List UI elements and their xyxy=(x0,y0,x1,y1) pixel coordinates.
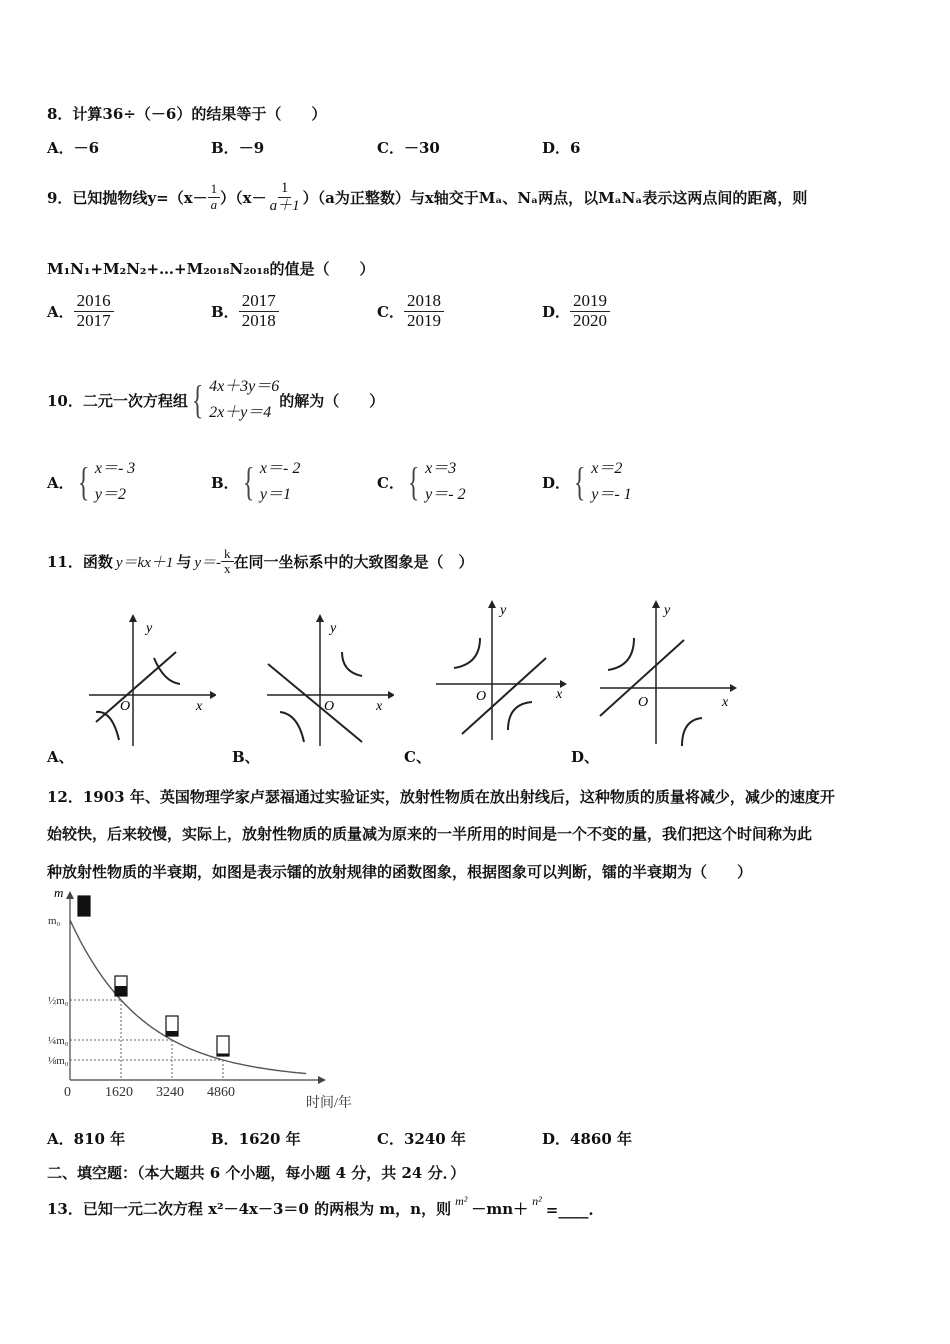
q10-option-d: D． { x＝2 y＝- 1 xyxy=(542,459,632,504)
svg-text:O: O xyxy=(324,699,335,714)
q12-option-a: A．810 年 xyxy=(47,1130,126,1148)
q10-option-b: B． { x＝- 2 y＝1 xyxy=(211,459,301,504)
y-tick-label-3: ⅛m₀ xyxy=(48,1055,69,1067)
sample-fill-2 xyxy=(166,1031,178,1036)
q9-frac2: $\frac{1}{a+1}$ xyxy=(269,180,300,214)
x-tick-label-2: 3240 xyxy=(156,1085,184,1100)
q9-option-a: A． $\frac{2016}{2017}$ xyxy=(47,292,114,330)
svg-text:y: y xyxy=(146,621,153,636)
svg-text:x: x xyxy=(722,695,729,710)
q9-option-b: B． $\frac{2017}{2018}$ xyxy=(211,292,279,330)
q11-graph-d xyxy=(598,598,740,748)
q12-option-c: C．3240 年 xyxy=(377,1130,466,1148)
svg-text:O: O xyxy=(638,695,649,710)
q11-stem: 11．函数 y＝kx＋1 与 y＝- $\frac{k}{x}$ 在同一坐标系中的大致图象是（ ） xyxy=(47,546,474,577)
sample-box-3 xyxy=(217,1036,229,1056)
q11-graph-a xyxy=(84,612,216,748)
chart-x-label: 时间/年 xyxy=(306,1096,352,1111)
q11-option-a-label: A、 xyxy=(47,748,74,766)
sample-fill-1 xyxy=(115,986,127,996)
svg-text:y: y xyxy=(500,603,507,618)
y-tick-label-0: m₀ xyxy=(48,915,61,927)
svg-text:y: y xyxy=(330,621,337,636)
svg-text:O: O xyxy=(476,689,487,704)
q8-stem: 8．计算36÷（－6）的结果等于（ ） xyxy=(47,105,327,123)
chart-y-label: m xyxy=(54,885,64,900)
q8-option-d: D．6 xyxy=(542,139,581,157)
q9-stem: 9．已知抛物线y=（x－ $\frac{1}{a}$ ）（x－ $\frac{1}{a+1}$ ）（a为正整数）与x轴交于Mₐ、Nₐ两点，以MₐNₐ表示这两点间的距离，则 xyxy=(47,180,808,214)
chart-x-axis-arrow xyxy=(318,1076,326,1084)
y-tick-label-1: ½m₀ xyxy=(48,995,69,1007)
q13-stem: 13．已知一元二次方程 x²－4x－3＝0 的两根为 m，n，则 m² －mn＋ n² =____. xyxy=(47,1194,594,1219)
sample-fill-0 xyxy=(78,896,90,916)
q12-line1: 12．1903 年、英国物理学家卢瑟福通过实验证实，放射性物质在放出射线后，这种物质的质量将减少，减少的速度开 xyxy=(47,788,835,806)
svg-text:x: x xyxy=(196,699,203,714)
q12-line3: 种放射性物质的半衰期，如图是表示镭的放射规律的函数图象，根据图象可以判断，镭的半衰期为（ ） xyxy=(47,863,753,881)
svg-text:x: x xyxy=(556,687,563,702)
q12-option-b: B．1620 年 xyxy=(211,1130,301,1148)
q8-option-c: C．－30 xyxy=(377,139,440,157)
q11-graph-b xyxy=(262,612,394,748)
q11-option-b-label: B、 xyxy=(232,748,260,766)
q9-line2: M₁N₁+M₂N₂+…+M₂₀₁₈N₂₀₁₈的值是（ ） xyxy=(47,260,375,278)
chart-y-axis-arrow xyxy=(66,891,74,899)
q8-option-a: A．－6 xyxy=(47,139,100,157)
x-tick-label-1: 1620 xyxy=(105,1085,133,1100)
q12-line2: 始较快，后来较慢，实际上，放射性物质的质量减为原来的一半所用的时间是一个不变的量，我们把这个时间称为此 xyxy=(47,825,813,843)
q9-option-c: C． $\frac{2018}{2019}$ xyxy=(377,292,444,330)
q10-stem: 10．二元一次方程组 { 4x＋3y＝6 2x＋y＝4 的解为（ ） xyxy=(47,374,384,426)
sample-fill-3 xyxy=(217,1054,229,1057)
q9-frac1: $\frac{1}{a}$ xyxy=(208,182,221,212)
q10-option-c: C． { x＝3 y＝- 2 xyxy=(377,459,466,504)
q10-option-a: A． { x＝- 3 y＝2 xyxy=(47,459,136,504)
q11-option-c-label: C、 xyxy=(404,748,431,766)
y-tick-label-2: ¼m₀ xyxy=(48,1035,69,1047)
svg-text:O: O xyxy=(120,699,131,714)
q9-option-d: D． $\frac{2019}{2020}$ xyxy=(542,292,610,330)
q12-option-d: D．4860 年 xyxy=(542,1130,632,1148)
decay-chart xyxy=(40,885,370,1115)
q10-system: { 4x＋3y＝6 2x＋y＝4 xyxy=(191,377,280,422)
decay-curve xyxy=(70,920,306,1074)
x-tick-label-3: 4860 xyxy=(207,1085,235,1100)
q11-graph-c xyxy=(434,598,570,742)
section2-title: 二、填空题：（本大题共 6 个小题，每小题 4 分，共 24 分．） xyxy=(47,1164,466,1182)
q11-option-d-label: D、 xyxy=(571,748,600,766)
svg-text:x: x xyxy=(376,699,383,714)
svg-text:y: y xyxy=(664,603,671,618)
q8-option-b: B．－9 xyxy=(211,139,265,157)
x-tick-label-0: 0 xyxy=(64,1085,71,1100)
